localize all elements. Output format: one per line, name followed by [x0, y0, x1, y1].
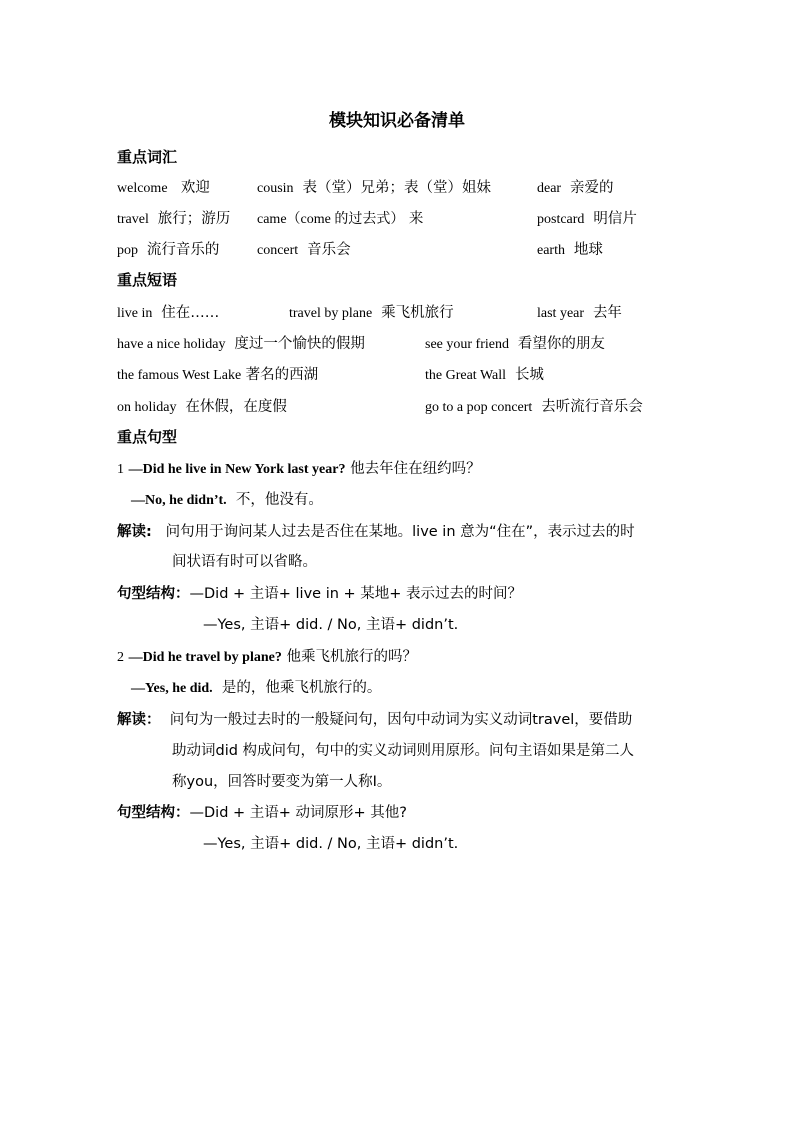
section-heading-sentences: 重点句型: [117, 428, 178, 446]
explain-text: 间状语有时可以省略。: [172, 554, 317, 570]
explain-text: 助动词did 构成问句，句中的实义动词则用原形。问句主语如果是第二人: [172, 743, 635, 759]
vocab-item: [537, 176, 614, 197]
sentence-2-structure: [117, 801, 407, 822]
structure-text: —Did + 主语+ live in + 某地+ 表示过去的时间？: [189, 586, 523, 602]
page-title: 模块知识必备清单: [329, 111, 465, 131]
sentence-2-question: [117, 645, 417, 666]
vocab-en: cousin: [257, 181, 294, 196]
phrase-en: go to a pop concert: [425, 400, 533, 415]
vocab-zh: 亲爱的: [570, 180, 614, 196]
vocab-zh: 旅行；游历: [157, 211, 231, 227]
vocab-item: [117, 176, 210, 197]
phrase-zh: 看望你的朋友: [517, 336, 605, 352]
explain-text: 问句用于询问某人过去是否住在某地。live in 意为“住在”，表示过去的时: [165, 524, 635, 540]
sentence-1-question: [117, 457, 481, 478]
vocab-en: postcard: [537, 212, 585, 227]
vocab-en: came（come 的过去式）: [257, 212, 405, 227]
explain-label: 解读：: [117, 712, 161, 728]
question-zh: 他去年住在纽约吗？: [350, 461, 481, 477]
answer-en: —Yes, he did.: [131, 681, 213, 696]
phrase-item: [117, 363, 318, 384]
phrase-zh: 在休假，在度假: [185, 399, 287, 415]
question-en: —Did he travel by plane?: [128, 650, 282, 665]
answer-en: —No, he didn’t.: [131, 493, 227, 508]
phrase-item: [425, 332, 605, 353]
vocab-zh: 音乐会: [307, 242, 351, 258]
vocab-en: travel: [117, 212, 149, 227]
explain-label: 解读:: [117, 524, 152, 540]
sentence-2-answer: [131, 676, 381, 697]
sentence-1-explain: [117, 520, 635, 541]
vocab-zh: 来: [408, 211, 424, 227]
phrase-zh: 去听流行音乐会: [541, 399, 643, 415]
question-zh: 他乘飞机旅行的吗？: [286, 649, 417, 665]
phrase-en: the famous West Lake: [117, 368, 242, 383]
phrase-en: live in: [117, 306, 153, 321]
phrase-en: travel by plane: [289, 306, 373, 321]
section-heading-phrases: 重点短语: [117, 271, 178, 289]
vocab-zh: 欢迎: [180, 180, 210, 196]
vocab-zh: 地球: [573, 242, 603, 258]
vocab-item: [257, 238, 351, 259]
phrase-item: [537, 301, 622, 322]
sentence-number: 2: [117, 650, 124, 665]
phrase-item: [117, 395, 287, 416]
vocab-en: dear: [537, 181, 562, 196]
vocab-item: [537, 238, 603, 259]
phrase-item: [425, 363, 544, 384]
question-en: —Did he live in New York last year?: [128, 462, 346, 477]
sentence-1-structure: [117, 582, 522, 603]
explain-text: 称you，回答时要变为第一人称I。: [172, 774, 392, 790]
phrase-zh: 长城: [514, 367, 544, 383]
answer-zh: 不，他没有。: [235, 492, 323, 508]
phrase-en: the Great Wall: [425, 368, 507, 383]
vocab-item: [257, 207, 423, 228]
vocab-en: concert: [257, 243, 299, 258]
section-heading-vocab: 重点词汇: [117, 148, 178, 166]
vocab-zh: 流行音乐的: [146, 242, 220, 258]
vocab-item: [537, 207, 637, 228]
structure-text: —Yes, 主语+ did. / No, 主语+ didn’t.: [203, 617, 459, 633]
phrase-zh: 乘飞机旅行: [381, 305, 454, 321]
sentence-2-explain: [117, 708, 632, 729]
phrase-item: [425, 395, 643, 416]
phrase-en: see your friend: [425, 337, 509, 352]
phrase-en: have a nice holiday: [117, 337, 226, 352]
vocab-item: [117, 238, 219, 259]
vocab-zh: 表（堂）兄弟；表（堂）姐妹: [302, 180, 491, 196]
structure-text: —Did + 主语+ 动词原形+ 其他?: [189, 805, 407, 821]
vocab-zh: 明信片: [593, 211, 637, 227]
vocab-item: [257, 176, 491, 197]
vocab-en: earth: [537, 243, 565, 258]
structure-label: 句型结构：: [117, 586, 190, 602]
vocab-en: pop: [117, 243, 138, 258]
structure-label: 句型结构：: [117, 805, 190, 821]
answer-zh: 是的，他乘飞机旅行的。: [221, 680, 382, 696]
phrase-zh: 度过一个愉快的假期: [234, 336, 365, 352]
phrase-en: on holiday: [117, 400, 177, 415]
sentence-1-answer: [131, 488, 323, 509]
vocab-item: [117, 207, 230, 228]
phrase-zh: 住在……: [161, 305, 220, 321]
phrase-item: [117, 301, 219, 322]
phrase-zh: 著名的西湖: [245, 367, 319, 383]
phrase-item: [289, 301, 454, 322]
sentence-number: 1: [117, 462, 124, 477]
explain-text: 问句为一般过去时的一般疑问句，因句中动词为实义动词travel，要借助: [169, 712, 633, 728]
structure-text: —Yes, 主语+ did. / No, 主语+ didn’t.: [203, 836, 459, 852]
phrase-en: last year: [537, 306, 585, 321]
phrase-item: [117, 332, 365, 353]
vocab-en: welcome: [117, 181, 168, 196]
phrase-zh: 去年: [592, 305, 622, 321]
